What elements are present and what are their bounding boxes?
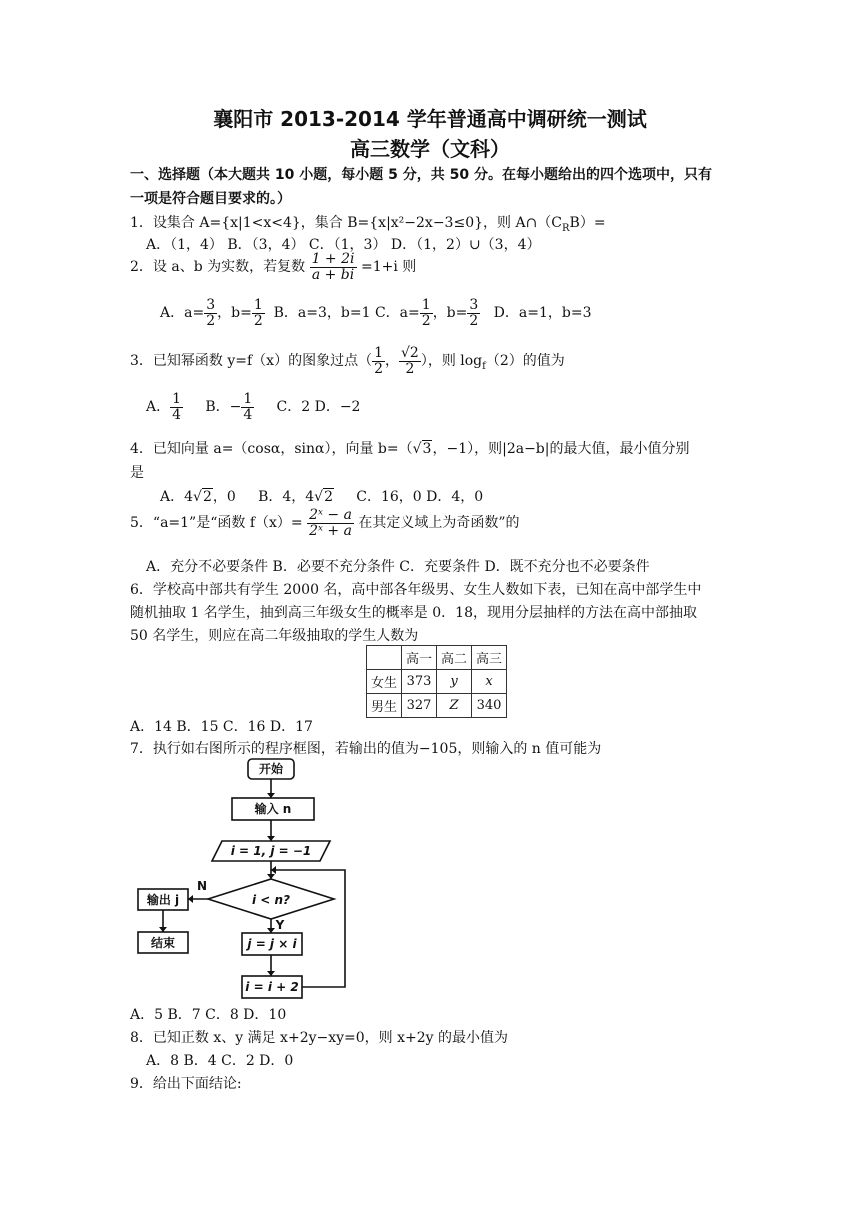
q8-options: A．8 B．4 C．2 D．0 [146, 1053, 294, 1069]
q7-options: A．5 B．7 C．8 D．10 [130, 1007, 287, 1023]
q2-stem: 2．设 a、b 为实数，若复数 $\frac{1 + 2i}{a + bi}$ =1+i 则 [130, 251, 417, 283]
flow-output-label: 输出 j [146, 893, 180, 907]
table-row: 男生 327 Z 340 [367, 694, 507, 718]
flowchart [130, 756, 370, 1000]
q3-options: A． $\frac{1}{4}$ B．− $\frac{1}{4}$ C．2 D．−2 [146, 391, 361, 423]
q3-stem: 3．已知幂函数 y=f（x）的图象过点（ $\frac{1}{2}$ ， $\frac{√2}{2}$ ），则 $\log_f(2)$的值为 [130, 345, 565, 377]
q6-line3: 50 名学生，则应在高二年级抽取的学生人数为 [130, 628, 419, 644]
section-intro-line1: 一、选择题（本大题共 10 小题，每小题 5 分，共 50 分。在每小题给出的四个选项中，只有 [130, 167, 712, 183]
grade-table [366, 645, 507, 718]
flow-input-label: 输入 n [254, 802, 292, 816]
flow-no-label: N [196, 879, 208, 893]
q4-stem-line2: 是 [130, 465, 144, 481]
q6-line1: 6．学校高中部共有学生 2000 名，高中部各年级男、女生人数如下表，已知在高中部学生中 [130, 582, 702, 598]
flow-init-label: i = 1, j = −1 [230, 844, 312, 858]
flow-start-label: 开始 [258, 762, 284, 776]
q8-stem: 8．已知正数 x、y 满足 x+2y−xy=0，则 x+2y 的最小值为 [130, 1030, 509, 1046]
q4-options: A．4√2，0 B．4，4√2 C．16，0 D．4，0 [160, 489, 484, 505]
page-title: 襄阳市 2013-2014 学年普通高中调研统一测试 [213, 107, 647, 131]
q7-stem: 7．执行如右图所示的程序框图，若输出的值为−105，则输入的 n 值可能为 [130, 741, 602, 757]
q1-options: A．（1，4） B．（3，4） C．（1，3） D．（1，2）∪（3，4） [146, 237, 541, 253]
q6-options: A．14 B．15 C．16 D．17 [130, 719, 313, 735]
table-row: 女生 373 y x [367, 670, 507, 694]
q4-stem: 4．已知向量 a=（cosα，sinα），向量 b=（√3，−1），则|2a−b|的最大值，最小值分别 [130, 441, 690, 457]
q9-stem: 9．给出下面结论: [130, 1076, 242, 1092]
section-intro-line2: 一项是符合题目要求的。） [130, 191, 291, 207]
q1-stem: 1．设集合 A={x|1<x<4}，集合 B={x|x²−2x−3≤0}，则 $A\cap(C_RB)=$ [130, 215, 606, 234]
q5-stem: 5．“a=1”是“函数 f（x）= $\frac{\text{2ˣ − a}}{\text{2ˣ + a}}$ 在其定义域上为奇函数”的 [130, 507, 520, 539]
q6-line2: 随机抽取 1 名学生，抽到高三年级女生的概率是 0．18，现用分层抽样的方法在高中部抽取 [130, 605, 697, 621]
flow-yes-label: Y [275, 918, 285, 932]
table-row: 高一 高二 高三 [367, 646, 507, 670]
q5-options: A．充分不必要条件 B．必要不充分条件 C．充要条件 D．既不充分也不必要条件 [146, 559, 650, 575]
page-subtitle: 高三数学（文科） [350, 137, 510, 161]
flow-step1-label: j = j × i [247, 937, 297, 951]
q2-options: A．a= $\frac{3}{2}$ ，b= $\frac{1}{2}$ B．a=3，b=1 C．a= $\frac{1}{2}$ ，b= $\frac{3}{2}$ D．a=1，b=3 [160, 297, 592, 329]
flow-cond-label: i < n? [251, 893, 291, 907]
flow-end-label: 结束 [150, 936, 176, 950]
flow-step2-label: i = i + 2 [245, 980, 299, 994]
